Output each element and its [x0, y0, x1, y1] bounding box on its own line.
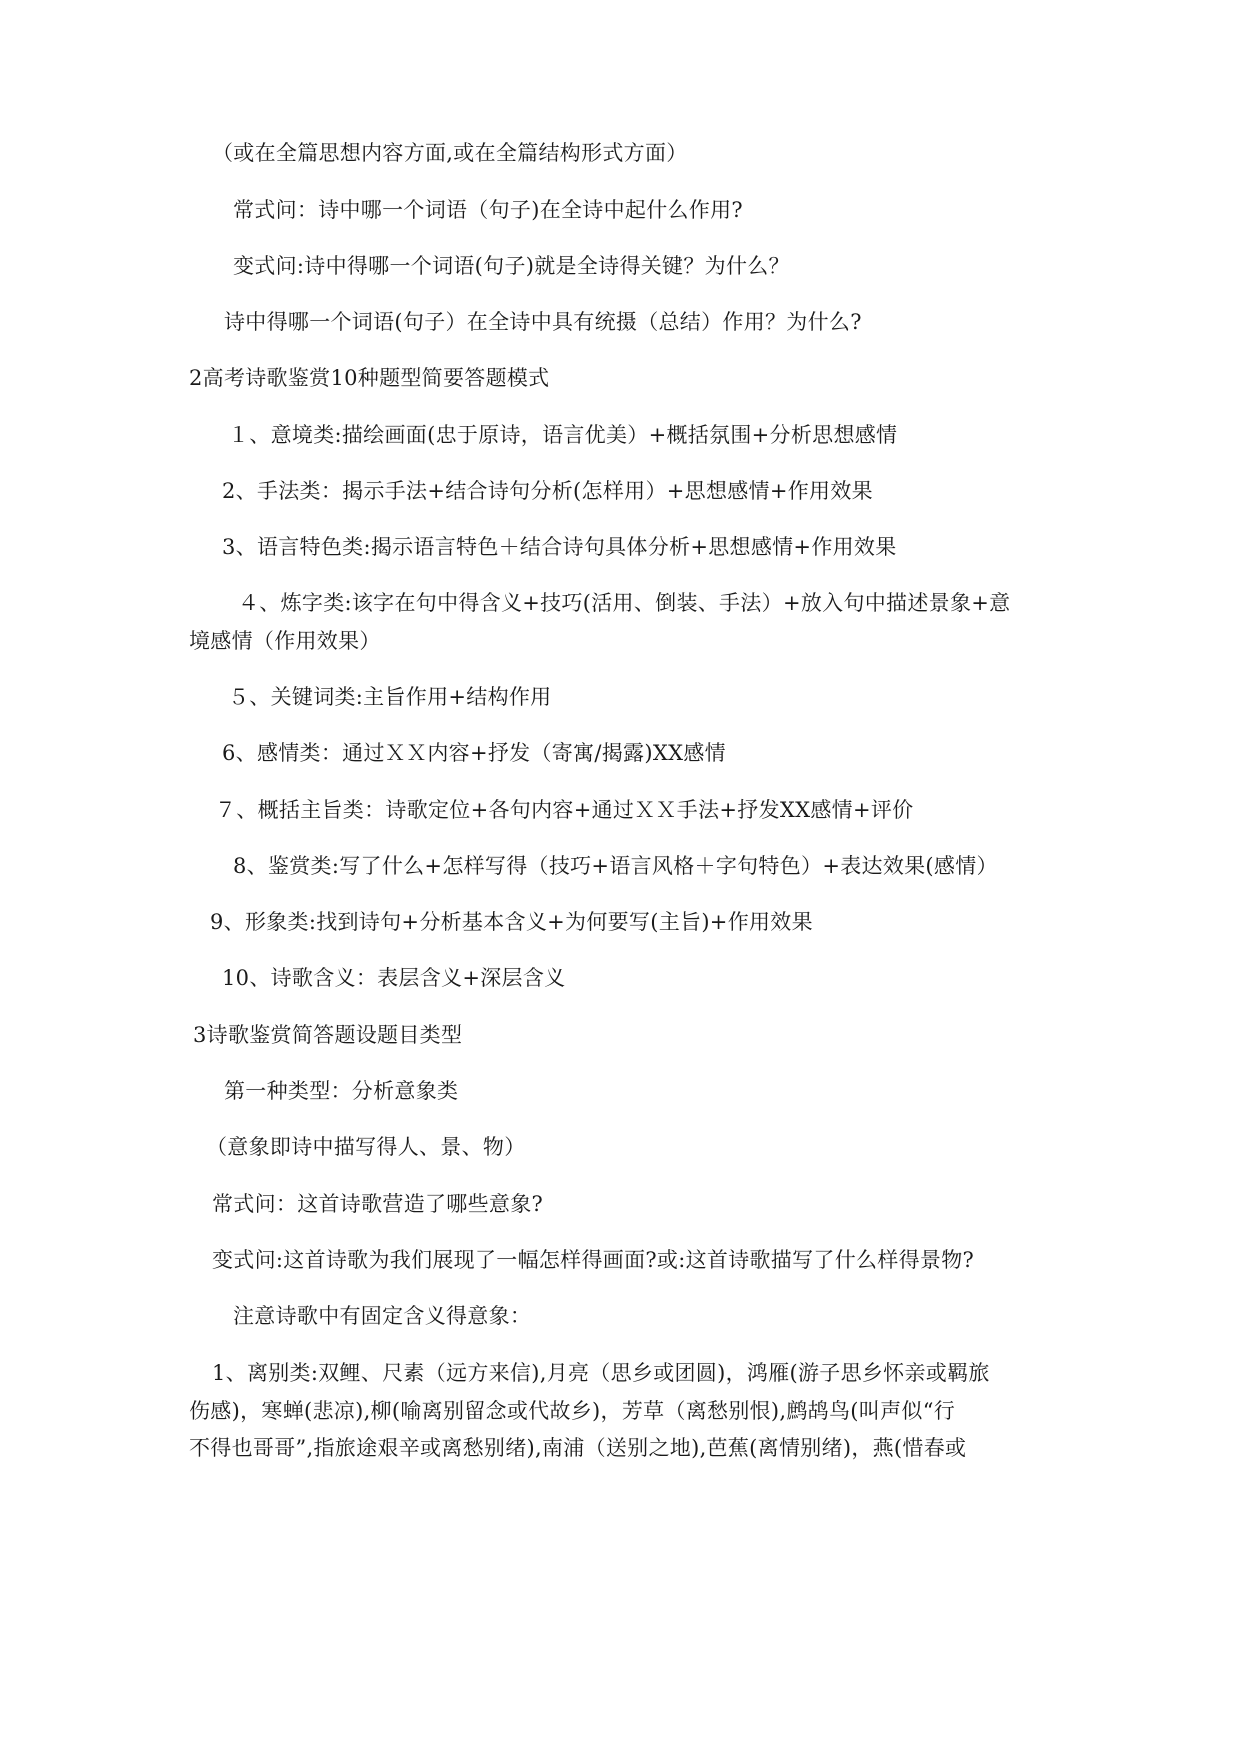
section-heading: 2高考诗歌鉴赏10种题型简要答题模式	[189, 366, 550, 390]
list-item-continuation: 不得也哥哥”,指旅途艰辛或离愁别绪),南浦（送别之地),芭蕉(离情别绪)，燕(惜春或	[189, 1436, 967, 1460]
list-item: 8、鉴赏类:写了什么+怎样写得（技巧+语言风格＋字句特色）+表达效果(感情）	[233, 854, 998, 878]
text-line: （意象即诗中描写得人、景、物）	[206, 1135, 526, 1159]
list-item: ７、概括主旨类：诗歌定位+各句内容+通过ＸＸ手法+抒发XX感情+评价	[215, 798, 914, 822]
text-line: 变式问:这首诗歌为我们展现了一幅怎样得画面?或:这首诗歌描写了什么样得景物?	[212, 1248, 975, 1272]
section-heading: 3诗歌鉴赏简答题设题目类型	[193, 1023, 463, 1047]
list-item-continuation: 境感情（作用效果）	[189, 629, 381, 653]
list-item-continuation: 伤感)，寒蝉(悲凉),柳(喻离别留念或代故乡)，芳草（离愁别恨),鹧鸪鸟(叫声似“行	[189, 1399, 956, 1423]
list-item: 2、手法类：揭示手法+结合诗句分析(怎样用）+思想感情+作用效果	[222, 479, 873, 503]
text-line: 常式问：这首诗歌营造了哪些意象?	[212, 1192, 544, 1216]
text-line: （或在全篇思想内容方面,或在全篇结构形式方面）	[212, 141, 688, 165]
text-line: 常式问：诗中哪一个词语（句子)在全诗中起什么作用?	[233, 198, 743, 222]
text-line: 注意诗歌中有固定含义得意象：	[233, 1304, 532, 1328]
list-item: ５、关键词类:主旨作用+结构作用	[228, 685, 552, 709]
list-item: 3、语言特色类:揭示语言特色＋结合诗句具体分析+思想感情+作用效果	[222, 535, 897, 559]
list-item: 10、诗歌含义：表层含义+深层含义	[222, 966, 566, 990]
list-item: 9、形象类:找到诗句+分析基本含义+为何要写(主旨)+作用效果	[210, 910, 813, 934]
text-line: 变式问:诗中得哪一个词语(句子)就是全诗得关键？为什么？	[233, 254, 790, 278]
list-item: １、意境类:描绘画面(忠于原诗，语言优美）+概括氛围+分析思想感情	[228, 423, 898, 447]
list-item: ４、炼字类:该字在句中得含义+技巧(活用、倒装、手法）+放入句中描述景象+意	[238, 591, 1011, 615]
subsection-heading: 第一种类型：分析意象类	[224, 1079, 459, 1103]
list-item: 1、离别类:双鲤、尺素（远方来信),月亮（思乡或团圆)，鸿雁(游子思乡怀亲或羁旅	[212, 1361, 990, 1385]
list-item: 6、感情类：通过ＸＸ内容+抒发（寄寓/揭露)XX感情	[222, 741, 726, 765]
text-line: 诗中得哪一个词语(句子）在全诗中具有统摄（总结）作用？为什么?	[224, 310, 862, 334]
